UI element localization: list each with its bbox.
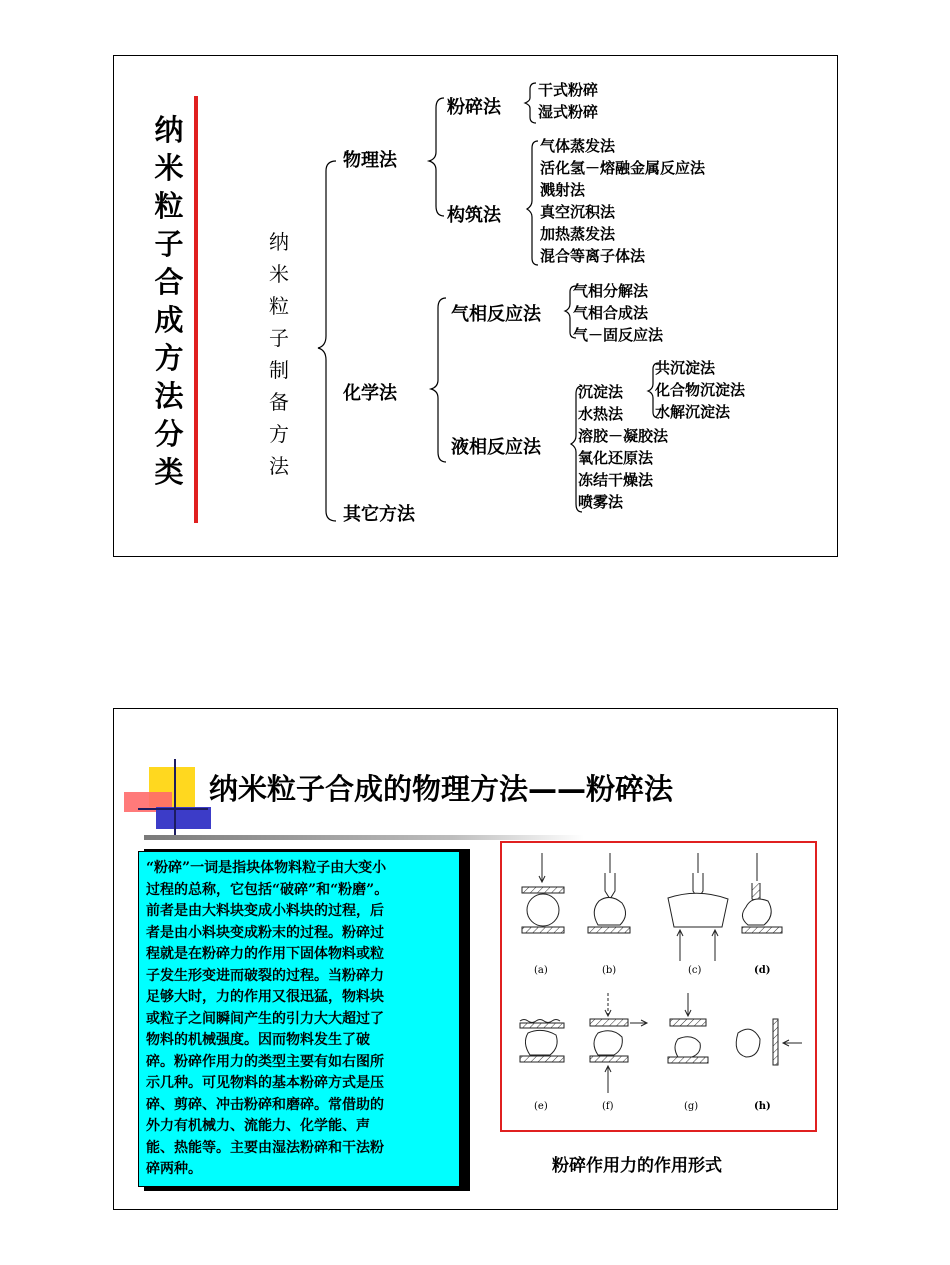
- body-line: 程就是在粉碎力的作用下固体物料或粒: [146, 946, 384, 962]
- leaf-item: 喷雾法: [578, 493, 624, 511]
- leaf-item: 干式粉碎: [538, 81, 599, 99]
- leaf-item: 活化氢－熔融金属反应法: [540, 159, 706, 177]
- figure-label: (b): [602, 965, 617, 976]
- slide-crushing-method: [113, 708, 838, 1210]
- leaf-item: 气－固反应法: [573, 326, 664, 344]
- branch-chemical: 化学法: [343, 383, 397, 404]
- slide-classification: [113, 55, 838, 557]
- slide1-vertical-title: 纳米粒子合成方法分类: [154, 113, 184, 489]
- figure-label: (c): [688, 965, 702, 976]
- leaf-item: 混合等离子体法: [540, 247, 646, 265]
- body-line: 物料的机械强度。因而物料发生了破: [146, 1032, 370, 1048]
- figure-caption: 粉碎作用力的作用形式: [552, 1156, 722, 1176]
- leaf-item: 气相分解法: [573, 282, 649, 300]
- leaf-item: 共沉淀法: [655, 359, 716, 377]
- body-line: “粉碎”一词是指块体物料粒子由大变小: [146, 860, 387, 876]
- body-line: 或粒子之间瞬间产生的引力大大超过了: [146, 1010, 384, 1027]
- body-line: 子发生形变进而破裂的过程。当粉碎力: [146, 967, 384, 984]
- leaf-item: 化合物沉淀法: [655, 381, 746, 399]
- leaf-item: 湿式粉碎: [538, 103, 599, 121]
- body-line: 者是由小料块变成粉末的过程。粉碎过: [146, 924, 384, 941]
- leaf-item: 气相合成法: [573, 304, 649, 322]
- leaf-item: 溅射法: [540, 181, 586, 199]
- leaf-item: 水热法: [578, 405, 624, 423]
- node-liquid-phase: 液相反应法: [451, 437, 541, 458]
- body-line: 外力有机械力、流能力、化学能、声: [146, 1118, 370, 1134]
- description-text-box: [138, 851, 460, 1187]
- leaf-item: 冻结干燥法: [578, 471, 654, 489]
- leaf-item: 加热蒸发法: [540, 225, 616, 243]
- title-underline: [144, 835, 584, 840]
- leaf-item: 水解沉淀法: [655, 403, 731, 421]
- body-line: 足够大时，力的作用又很迅猛，物料块: [146, 989, 384, 1005]
- deco-horizontal-line: [138, 808, 208, 810]
- slide2-title: 纳米粒子合成的物理方法——粉碎法: [209, 772, 674, 806]
- force-diagrams: [502, 843, 811, 1126]
- node-precipitation: 沉淀法: [578, 383, 624, 401]
- figure-label: (g): [684, 1101, 699, 1112]
- body-line: 过程的总称，它包括“破碎”和“粉磨”。: [146, 881, 389, 898]
- deco-vertical-line: [174, 759, 176, 835]
- figure-label: (f): [602, 1101, 614, 1112]
- tree-root-label: 纳米粒子制备方法: [269, 230, 289, 478]
- body-line: 示几种。可见物料的基本粉碎方式是压: [146, 1075, 384, 1091]
- body-line: 碎。粉碎作用力的类型主要有如右图所: [146, 1053, 384, 1070]
- node-building: 构筑法: [447, 205, 501, 226]
- figure-label: (e): [534, 1101, 548, 1112]
- leaf-item: 溶胶－凝胶法: [578, 427, 669, 445]
- crushing-forces-figure: [500, 841, 817, 1132]
- node-gas-phase: 气相反应法: [451, 304, 541, 325]
- deco-blue-square: [156, 807, 211, 829]
- branch-physical: 物理法: [343, 150, 397, 171]
- body-line: 能、热能等。主要由湿法粉碎和干法粉: [146, 1139, 384, 1156]
- figure-label: (h): [754, 1101, 771, 1112]
- body-line: 前者是由大料块变成小料块的过程，后: [146, 903, 384, 919]
- node-crushing: 粉碎法: [447, 97, 501, 118]
- leaf-item: 氧化还原法: [578, 449, 654, 467]
- leaf-item: 气体蒸发法: [540, 137, 616, 155]
- figure-label: (a): [534, 965, 548, 976]
- body-line: 碎两种。: [146, 1161, 202, 1177]
- body-line: 碎、剪碎、冲击粉碎和磨碎。常借助的: [146, 1096, 384, 1113]
- branch-other: 其它方法: [343, 504, 415, 525]
- figure-label: (d): [754, 965, 771, 976]
- leaf-item: 真空沉积法: [540, 203, 616, 221]
